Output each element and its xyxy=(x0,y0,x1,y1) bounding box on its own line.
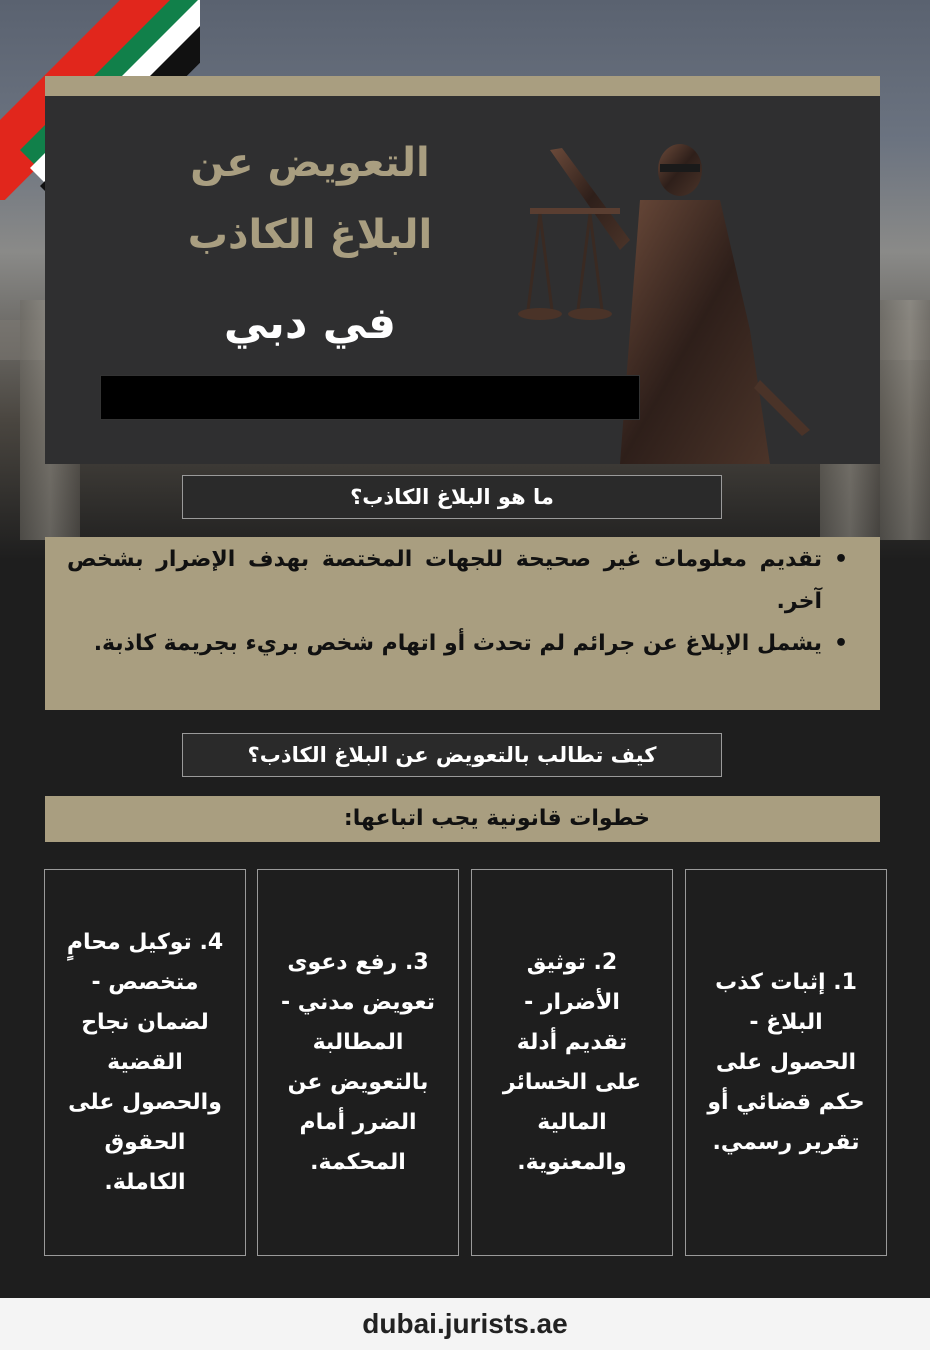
definition-bullet: • يشمل الإبلاغ عن جرائم لم تحدث أو اتهام شخص بريء بجريمة كاذبة. xyxy=(67,623,840,665)
step-text: 1. إثبات كذب البلاغ - الحصول على حكم قضائي أو تقرير رسمي. xyxy=(707,969,865,1155)
section-question-how-to-claim: كيف تطالب بالتعويض عن البلاغ الكاذب؟ xyxy=(182,733,722,777)
step-text: 4. توكيل محامٍ متخصص - لضمان نجاح القضية والحصول على الحقوق الكاملة. xyxy=(66,929,224,1195)
step-card-2 xyxy=(471,869,673,1256)
definition-bullet: • تقديم معلومات غير صحيحة للجهات المختصة بهدف الإضرار بشخص آخر. xyxy=(67,539,840,623)
header-accent-band xyxy=(45,76,880,96)
step-card-4 xyxy=(44,869,246,1256)
section-question-what-is: ما هو البلاغ الكاذب؟ xyxy=(182,475,722,519)
footer-website: dubai.jurists.ae xyxy=(0,1298,930,1350)
definition-box xyxy=(45,537,880,710)
step-text: 3. رفع دعوى تعويض مدني - المطالبة بالتعويض عن الضرر أمام المحكمة. xyxy=(280,949,436,1175)
step-card-3 xyxy=(257,869,459,1256)
redacted-bar xyxy=(100,375,640,420)
definition-list xyxy=(67,539,840,665)
page-title-line-1: التعويض عن xyxy=(190,140,430,186)
step-text: 2. توثيق الأضرار - تقديم أدلة على الخسائر المالية والمعنوية. xyxy=(502,949,642,1175)
page-title-line-2: البلاغ الكاذب xyxy=(187,212,433,258)
step-card-1 xyxy=(685,869,887,1256)
page-title-location: في دبي xyxy=(223,298,397,349)
building-column xyxy=(880,300,930,540)
legal-steps-banner: خطوات قانونية يجب اتباعها: xyxy=(45,796,880,842)
